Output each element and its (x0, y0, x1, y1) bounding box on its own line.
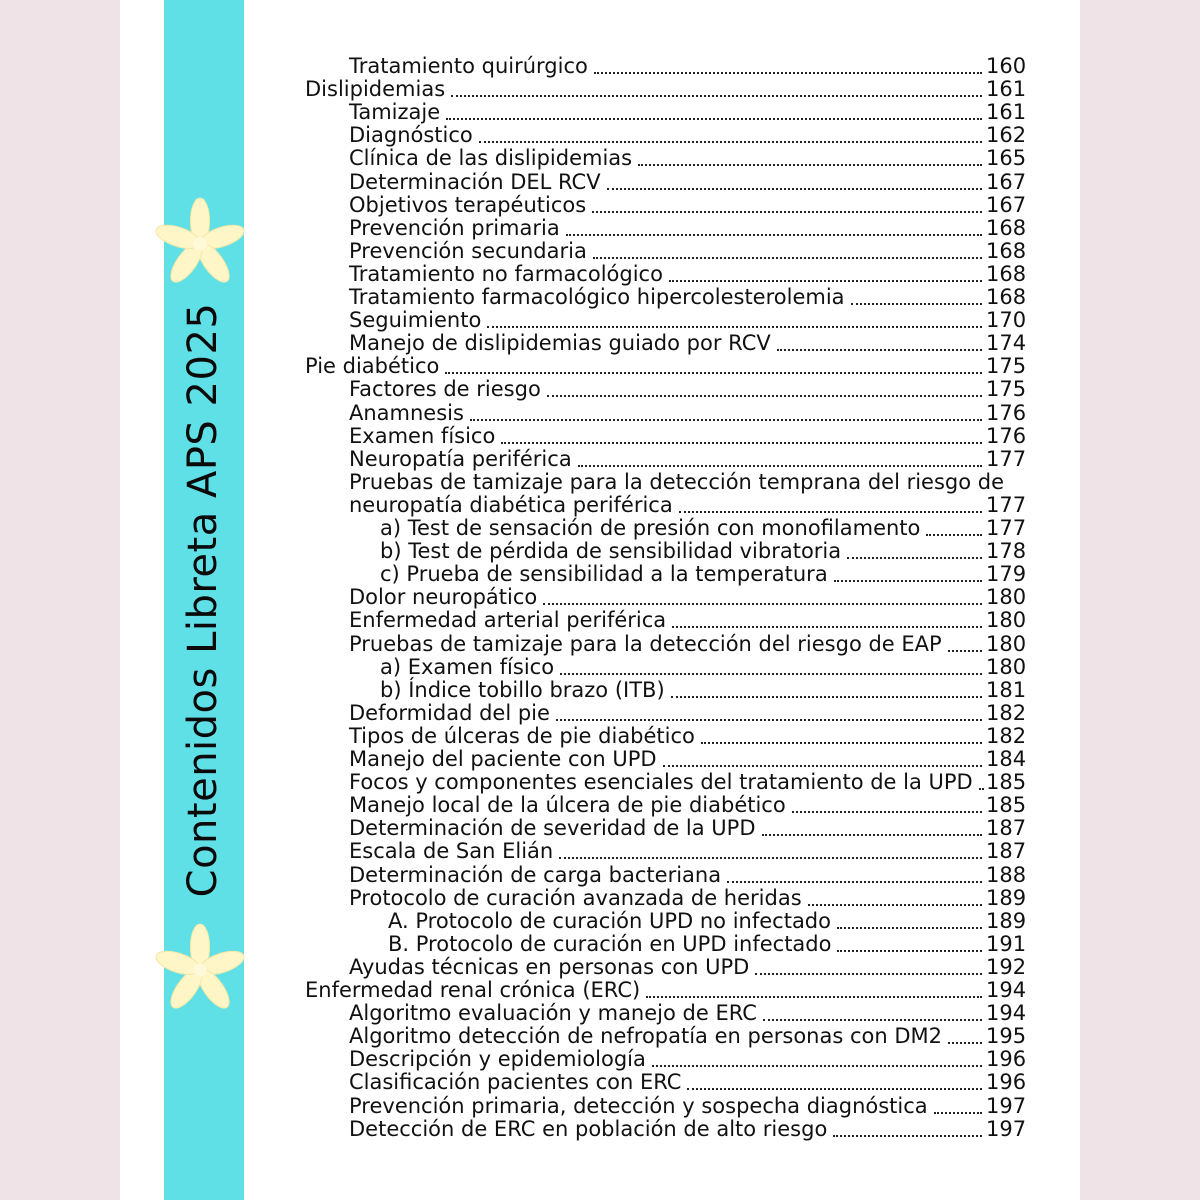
toc-page-number: 187 (986, 816, 1027, 841)
toc-entry-title: Diagnóstico (349, 123, 473, 148)
toc-entry (0, 240, 1200, 263)
toc-entry (0, 286, 1200, 309)
toc-page-number: 195 (986, 1024, 1027, 1049)
toc-page-number: 177 (986, 516, 1027, 540)
toc-entry (0, 956, 1200, 979)
toc-page-number: 188 (986, 862, 1027, 887)
toc-entry (0, 378, 1200, 401)
toc-entry (0, 1095, 1200, 1118)
toc-page-number: 174 (986, 331, 1027, 356)
toc-dot-leader (445, 372, 982, 374)
toc-page-number: 182 (986, 723, 1027, 748)
toc-entry (0, 748, 1200, 771)
toc-entry-title: Clasificación pacientes con ERC (349, 1070, 682, 1095)
toc-entry-title: Escala de San Elián (349, 839, 554, 864)
toc-dot-leader (556, 719, 982, 721)
toc-entry (0, 933, 1200, 956)
sidebar-title: Contenidos Libreta APS 2025 (180, 302, 226, 898)
toc-entry (0, 679, 1200, 702)
toc-entry (0, 1071, 1200, 1094)
toc-page-number: 185 (986, 770, 1027, 795)
toc-page-number: 168 (986, 238, 1027, 263)
toc-entry (0, 124, 1200, 147)
toc-entry-title: B. Protocolo de curación en UPD infectado (388, 931, 832, 956)
toc-dot-leader (593, 257, 982, 259)
toc-dot-leader (559, 857, 982, 859)
toc-dot-leader (638, 164, 982, 166)
toc-entry (0, 979, 1200, 1002)
toc-page-number: 194 (986, 1001, 1027, 1026)
toc-dot-leader (834, 580, 982, 582)
toc-dot-leader (669, 280, 982, 282)
toc-page-number: 194 (986, 978, 1027, 1002)
toc-page-number: 182 (986, 700, 1027, 725)
toc-entry-title: Deformidad del pie (349, 700, 550, 725)
toc-dot-leader (663, 765, 982, 767)
toc-dot-leader (607, 188, 982, 190)
toc-page-number: 180 (986, 585, 1027, 610)
toc-page-number: 177 (986, 492, 1027, 517)
toc-entry (0, 309, 1200, 332)
toc-entry (0, 817, 1200, 840)
toc-dot-leader (837, 950, 982, 952)
toc-page-number: 196 (986, 1070, 1027, 1095)
table-of-contents (0, 55, 1200, 1155)
toc-dot-leader (979, 788, 982, 790)
toc-page-number: 160 (986, 54, 1027, 78)
toc-entry (0, 586, 1200, 609)
toc-dot-leader (755, 973, 982, 975)
toc-entry-title: Pruebas de tamizaje para la detección del riesgo de EAP (349, 631, 942, 656)
toc-dot-leader (701, 742, 982, 744)
toc-entry (0, 633, 1200, 656)
toc-entry-title: Objetivos terapéuticos (349, 192, 587, 217)
toc-entry-title: Focos y componentes esenciales del tratamiento de la UPD (349, 770, 973, 795)
toc-entry (0, 794, 1200, 817)
toc-entry (0, 725, 1200, 748)
toc-dot-leader (487, 326, 982, 328)
toc-dot-leader (501, 442, 982, 444)
toc-dot-leader (948, 1042, 982, 1044)
toc-entry (0, 55, 1200, 78)
toc-entry-title: Factores de riesgo (349, 377, 541, 402)
toc-entry (0, 771, 1200, 794)
toc-entry-title: Manejo de dislipidemias guiado por RCV (349, 331, 771, 356)
toc-dot-leader (808, 904, 982, 906)
toc-entry (0, 517, 1200, 540)
toc-entry (0, 263, 1200, 286)
toc-entry (0, 1002, 1200, 1025)
toc-dot-leader (763, 1019, 982, 1021)
toc-page-number: 180 (986, 631, 1027, 656)
toc-entry (0, 471, 1200, 494)
toc-entry-title: Seguimiento (349, 308, 482, 333)
toc-dot-leader (479, 141, 982, 143)
toc-dot-leader (543, 603, 982, 605)
toc-page-number: 185 (986, 793, 1027, 818)
toc-entry-title: Tamizaje (349, 100, 441, 125)
toc-entry-title: Neuropatía periférica (349, 446, 572, 471)
toc-entry-title: Algoritmo detección de nefropatía en personas con DM2 (349, 1024, 943, 1049)
toc-entry (0, 425, 1200, 448)
toc-page-number: 189 (986, 885, 1027, 910)
toc-dot-leader (560, 673, 982, 675)
toc-entry-title: Enfermedad renal crónica (ERC) (305, 978, 641, 1002)
toc-entry-title: A. Protocolo de curación UPD no infectado (388, 908, 831, 933)
toc-entry-title: Pruebas de tamizaje para la detección temprana del riesgo de (349, 469, 1005, 494)
toc-dot-leader (646, 996, 982, 998)
toc-dot-leader (652, 1065, 982, 1067)
toc-entry (0, 78, 1200, 101)
toc-entry (0, 840, 1200, 863)
toc-entry-title: Determinación DEL RCV (349, 169, 601, 194)
toc-page-number: 167 (986, 192, 1027, 217)
toc-page-number: 189 (986, 908, 1027, 933)
toc-dot-leader (672, 626, 982, 628)
toc-entry-title: Manejo del paciente con UPD (349, 747, 657, 771)
toc-entry-title: Tratamiento no farmacológico (349, 261, 663, 286)
toc-entry-title: Anamnesis (349, 400, 464, 425)
toc-entry-title: Clínica de las dislipidemias (349, 146, 633, 171)
toc-entry (0, 101, 1200, 124)
toc-entry (0, 147, 1200, 170)
toc-entry-title: Prevención primaria (349, 215, 560, 240)
toc-entry (0, 563, 1200, 586)
toc-entry (0, 540, 1200, 563)
toc-page-number: 176 (986, 423, 1027, 448)
toc-entry-title: Pie diabético (305, 354, 440, 379)
toc-dot-leader (578, 465, 982, 467)
toc-entry (0, 194, 1200, 217)
toc-entry (0, 702, 1200, 725)
toc-page-number: 181 (986, 677, 1027, 702)
toc-page-number: 162 (986, 123, 1027, 148)
toc-page-number: 178 (986, 539, 1027, 564)
toc-entry (0, 1025, 1200, 1048)
toc-entry (0, 355, 1200, 378)
toc-entry (0, 1048, 1200, 1071)
toc-page-number: 197 (986, 1116, 1027, 1141)
toc-entry-title: Tratamiento farmacológico hipercolesterolemia (349, 285, 845, 309)
toc-entry (0, 1118, 1200, 1141)
toc-page-number: 161 (986, 77, 1027, 102)
toc-dot-leader (687, 1088, 982, 1090)
toc-dot-leader (671, 696, 982, 698)
toc-page-number: 197 (986, 1093, 1027, 1118)
toc-entry-title: Algoritmo evaluación y manejo de ERC (349, 1001, 757, 1026)
toc-dot-leader (847, 557, 982, 559)
toc-dot-leader (948, 650, 982, 652)
toc-dot-leader (592, 211, 982, 213)
toc-entry-title: Tratamiento quirúrgico (349, 54, 588, 78)
toc-entry-title: neuropatía diabética periférica (349, 492, 673, 517)
toc-dot-leader (727, 881, 982, 883)
toc-entry (0, 494, 1200, 517)
toc-page-number: 180 (986, 654, 1027, 679)
toc-page-number: 170 (986, 308, 1027, 333)
toc-page-number: 165 (986, 146, 1027, 171)
toc-dot-leader (594, 72, 982, 74)
toc-dot-leader (777, 349, 982, 351)
toc-page-number: 168 (986, 215, 1027, 240)
toc-entry-title: Tipos de úlceras de pie diabético (349, 723, 695, 748)
toc-entry-title: Prevención secundaria (349, 238, 587, 263)
toc-page-number: 167 (986, 169, 1027, 194)
toc-entry-title: Determinación de severidad de la UPD (349, 816, 756, 841)
toc-entry (0, 171, 1200, 194)
toc-entry (0, 448, 1200, 471)
toc-entry (0, 402, 1200, 425)
toc-entry-title: Descripción y epidemiología (349, 1047, 646, 1072)
toc-entry-title: Dolor neuropático (349, 585, 538, 610)
toc-entry-title: Determinación de carga bacteriana (349, 862, 722, 887)
toc-dot-leader (851, 303, 982, 305)
toc-page-number: 161 (986, 100, 1027, 125)
toc-entry (0, 910, 1200, 933)
toc-page-number: 176 (986, 400, 1027, 425)
toc-entry (0, 609, 1200, 632)
toc-dot-leader (792, 811, 982, 813)
toc-dot-leader (837, 927, 982, 929)
toc-page-number: 175 (986, 377, 1027, 402)
toc-entry-title: b) Test de pérdida de sensibilidad vibratoria (380, 539, 842, 564)
toc-dot-leader (762, 834, 982, 836)
toc-entry-title: Protocolo de curación avanzada de heridas (349, 885, 802, 910)
toc-entry (0, 864, 1200, 887)
toc-page-number: 180 (986, 608, 1027, 633)
toc-dot-leader (926, 534, 982, 536)
toc-entry-title: Examen físico (349, 423, 496, 448)
toc-dot-leader (833, 1135, 982, 1137)
toc-page-number: 175 (986, 354, 1027, 379)
toc-page-number: 192 (986, 954, 1027, 979)
toc-page-number: 177 (986, 446, 1027, 471)
toc-entry-title: Enfermedad arterial periférica (349, 608, 667, 633)
toc-page-number: 196 (986, 1047, 1027, 1072)
toc-dot-leader (547, 395, 982, 397)
toc-dot-leader (446, 118, 982, 120)
toc-dot-leader (934, 1112, 982, 1114)
toc-dot-leader (451, 95, 982, 97)
toc-entry (0, 656, 1200, 679)
toc-page-number: 184 (986, 747, 1027, 771)
toc-entry (0, 217, 1200, 240)
toc-entry (0, 887, 1200, 910)
toc-entry-title: a) Test de sensación de presión con monofilamento (380, 516, 921, 540)
toc-page-number: 168 (986, 261, 1027, 286)
toc-entry-title: a) Examen físico (380, 654, 555, 679)
toc-entry-title: Prevención primaria, detección y sospecha diagnóstica (349, 1093, 928, 1118)
toc-page-number: 191 (986, 931, 1027, 956)
toc-entry-title: Detección de ERC en población de alto riesgo (349, 1116, 828, 1141)
toc-entry-title: Dislipidemias (305, 77, 446, 102)
toc-page-number: 179 (986, 562, 1027, 587)
toc-page-number: 187 (986, 839, 1027, 864)
toc-entry-title: Manejo local de la úlcera de pie diabético (349, 793, 786, 818)
toc-entry-title: Ayudas técnicas en personas con UPD (349, 954, 750, 979)
toc-dot-leader (470, 419, 982, 421)
toc-entry-title: c) Prueba de sensibilidad a la temperatura (380, 562, 828, 587)
toc-dot-leader (566, 234, 982, 236)
toc-entry-title: b) Índice tobillo brazo (ITB) (380, 677, 665, 702)
toc-entry (0, 332, 1200, 355)
toc-page-number: 168 (986, 285, 1027, 309)
toc-dot-leader (679, 511, 982, 513)
